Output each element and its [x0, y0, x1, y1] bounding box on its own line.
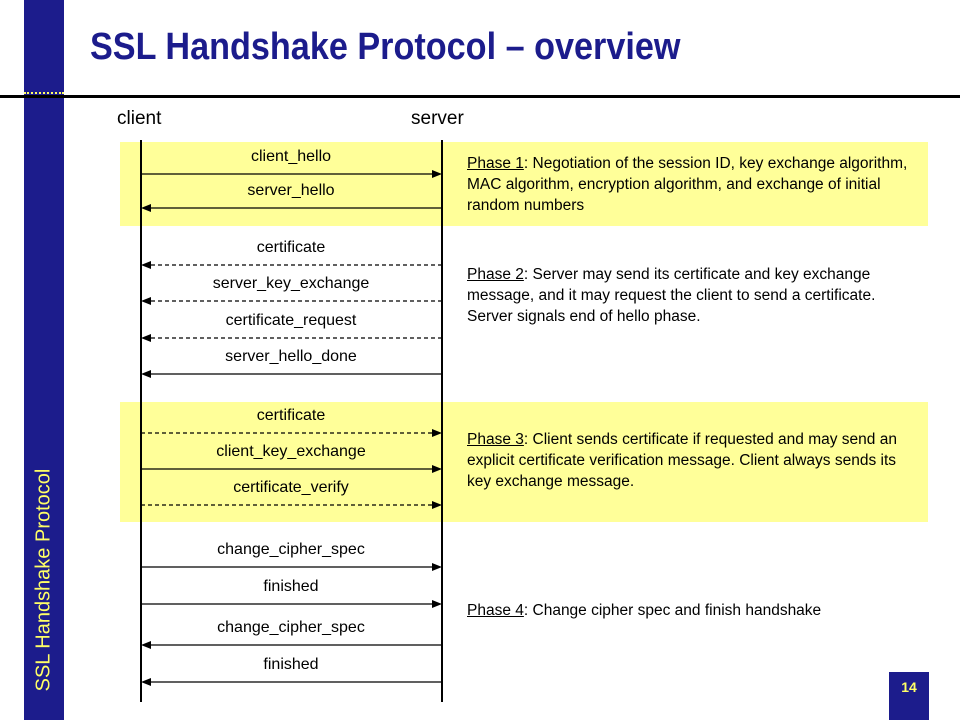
message-label: finished	[263, 578, 319, 595]
message-arrowhead	[432, 563, 442, 571]
message-arrowhead	[432, 170, 442, 178]
sidebar-label: SSL Handshake Protocol	[32, 468, 55, 692]
phase-1-text: : Negotiation of the session ID, key exchange algorithm, MAC algorithm, encryption algorithm, and exchange of initial random numbers	[467, 155, 908, 214]
slide-title: SSL Handshake Protocol – overview	[90, 26, 681, 68]
phase-2-name: Phase 2	[467, 266, 524, 283]
phase-4-name: Phase 4	[467, 602, 524, 619]
message-arrowhead	[432, 501, 442, 509]
message-arrowhead	[141, 370, 151, 378]
message-label: certificate	[256, 239, 326, 256]
client-label: client	[117, 108, 162, 129]
message-label: client_key_exchange	[216, 443, 366, 460]
phase-4-description	[467, 600, 922, 621]
message-label: server_hello_done	[225, 348, 357, 365]
phase-3-text: : Client sends certificate if requested and may send an explicit certificate verification message. Client always sends its key exchange message.	[467, 431, 897, 490]
phase-2-text: : Server may send its certificate and key exchange message, and it may request the client to send a certificate. Server signals end of hello phase.	[467, 266, 876, 325]
phase-1-description	[467, 153, 917, 216]
phase-4-text: : Change cipher spec and finish handshake	[523, 602, 822, 619]
server-label: server	[411, 108, 464, 129]
message-arrowhead	[432, 429, 442, 437]
message-label: certificate_request	[225, 312, 357, 329]
phase-2-description	[467, 264, 882, 327]
phase-3-name: Phase 3	[467, 431, 524, 448]
message-label: client_hello	[250, 148, 332, 165]
message-label: change_cipher_spec	[217, 619, 365, 636]
message-arrowhead	[432, 465, 442, 473]
message-arrowhead	[141, 261, 151, 269]
message-arrowhead	[141, 297, 151, 305]
message-label: certificate	[256, 407, 326, 424]
message-arrowhead	[141, 334, 151, 342]
message-arrowhead	[141, 204, 151, 212]
message-label: certificate_verify	[233, 479, 349, 496]
message-label: change_cipher_spec	[217, 541, 365, 558]
message-arrowhead	[432, 600, 442, 608]
message-arrowhead	[141, 678, 151, 686]
page-number: 14	[889, 672, 929, 720]
message-label: server_hello	[247, 182, 335, 199]
message-label: finished	[263, 656, 319, 673]
phase-3-description	[467, 429, 922, 492]
message-arrowhead	[141, 641, 151, 649]
message-label: server_key_exchange	[212, 275, 370, 292]
phase-1-name: Phase 1	[467, 155, 524, 172]
